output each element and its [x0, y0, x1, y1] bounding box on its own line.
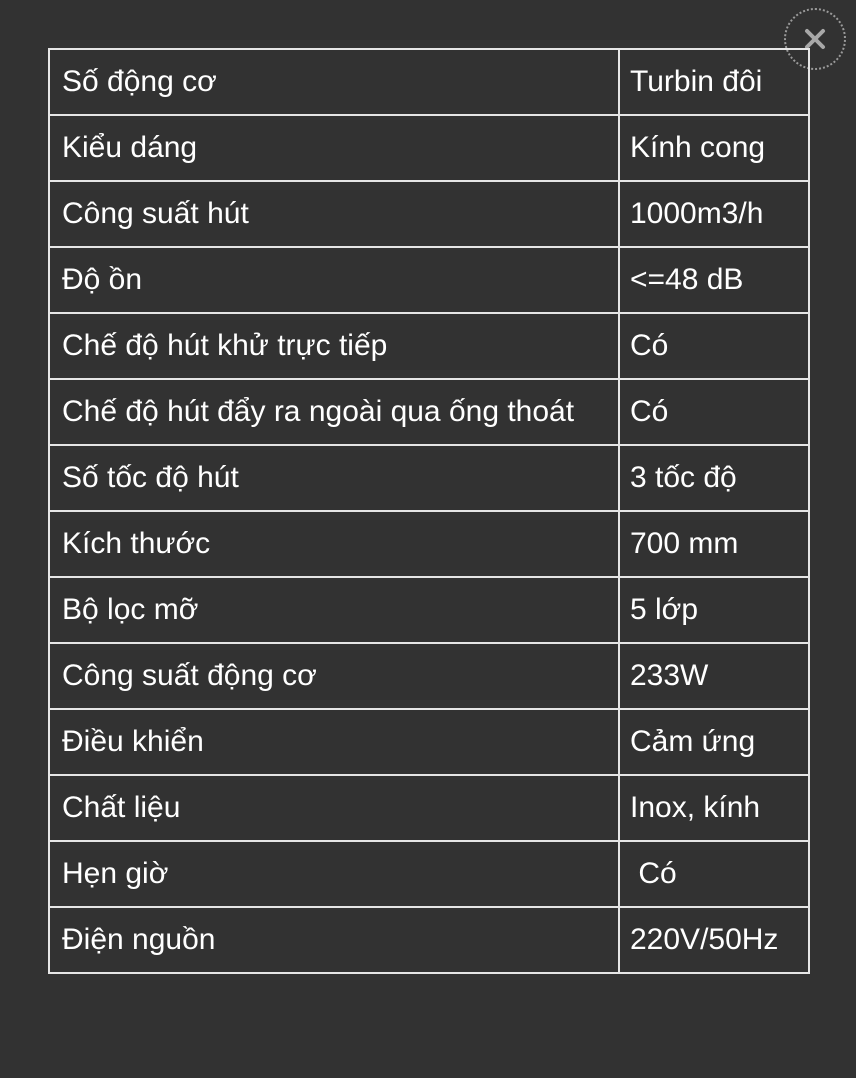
spec-label: Bộ lọc mỡ [49, 577, 619, 643]
spec-label: Độ ồn [49, 247, 619, 313]
spec-value: 700 mm [619, 511, 809, 577]
spec-value: Có [619, 841, 809, 907]
spec-label: Công suất hút [49, 181, 619, 247]
spec-label: Chất liệu [49, 775, 619, 841]
spec-value: Có [619, 313, 809, 379]
spec-label: Hẹn giờ [49, 841, 619, 907]
table-row [49, 511, 809, 577]
table-row [49, 445, 809, 511]
spec-label: Công suất động cơ [49, 643, 619, 709]
table-row [49, 643, 809, 709]
spec-label: Điện nguồn [49, 907, 619, 973]
spec-label: Kích thước [49, 511, 619, 577]
spec-table [48, 48, 810, 974]
spec-value: Inox, kính [619, 775, 809, 841]
spec-label: Số động cơ [49, 49, 619, 115]
table-row [49, 577, 809, 643]
table-row [49, 313, 809, 379]
spec-label: Điều khiển [49, 709, 619, 775]
table-row [49, 841, 809, 907]
table-row [49, 907, 809, 973]
table-row [49, 709, 809, 775]
table-row [49, 247, 809, 313]
spec-label: Chế độ hút khử trực tiếp [49, 313, 619, 379]
spec-value: Kính cong [619, 115, 809, 181]
spec-value: 3 tốc độ [619, 445, 809, 511]
spec-value: 220V/50Hz [619, 907, 809, 973]
table-row [49, 181, 809, 247]
spec-value: 233W [619, 643, 809, 709]
spec-value: <=48 dB [619, 247, 809, 313]
table-row [49, 115, 809, 181]
spec-label: Chế độ hút đẩy ra ngoài qua ống thoát [49, 379, 619, 445]
spec-value: 5 lớp [619, 577, 809, 643]
table-row [49, 775, 809, 841]
spec-label: Kiểu dáng [49, 115, 619, 181]
spec-label: Số tốc độ hút [49, 445, 619, 511]
spec-value: Có [619, 379, 809, 445]
spec-value: 1000m3/h [619, 181, 809, 247]
table-row [49, 379, 809, 445]
spec-value: Cảm ứng [619, 709, 809, 775]
spec-value: Turbin đôi [619, 49, 809, 115]
table-row [49, 49, 809, 115]
